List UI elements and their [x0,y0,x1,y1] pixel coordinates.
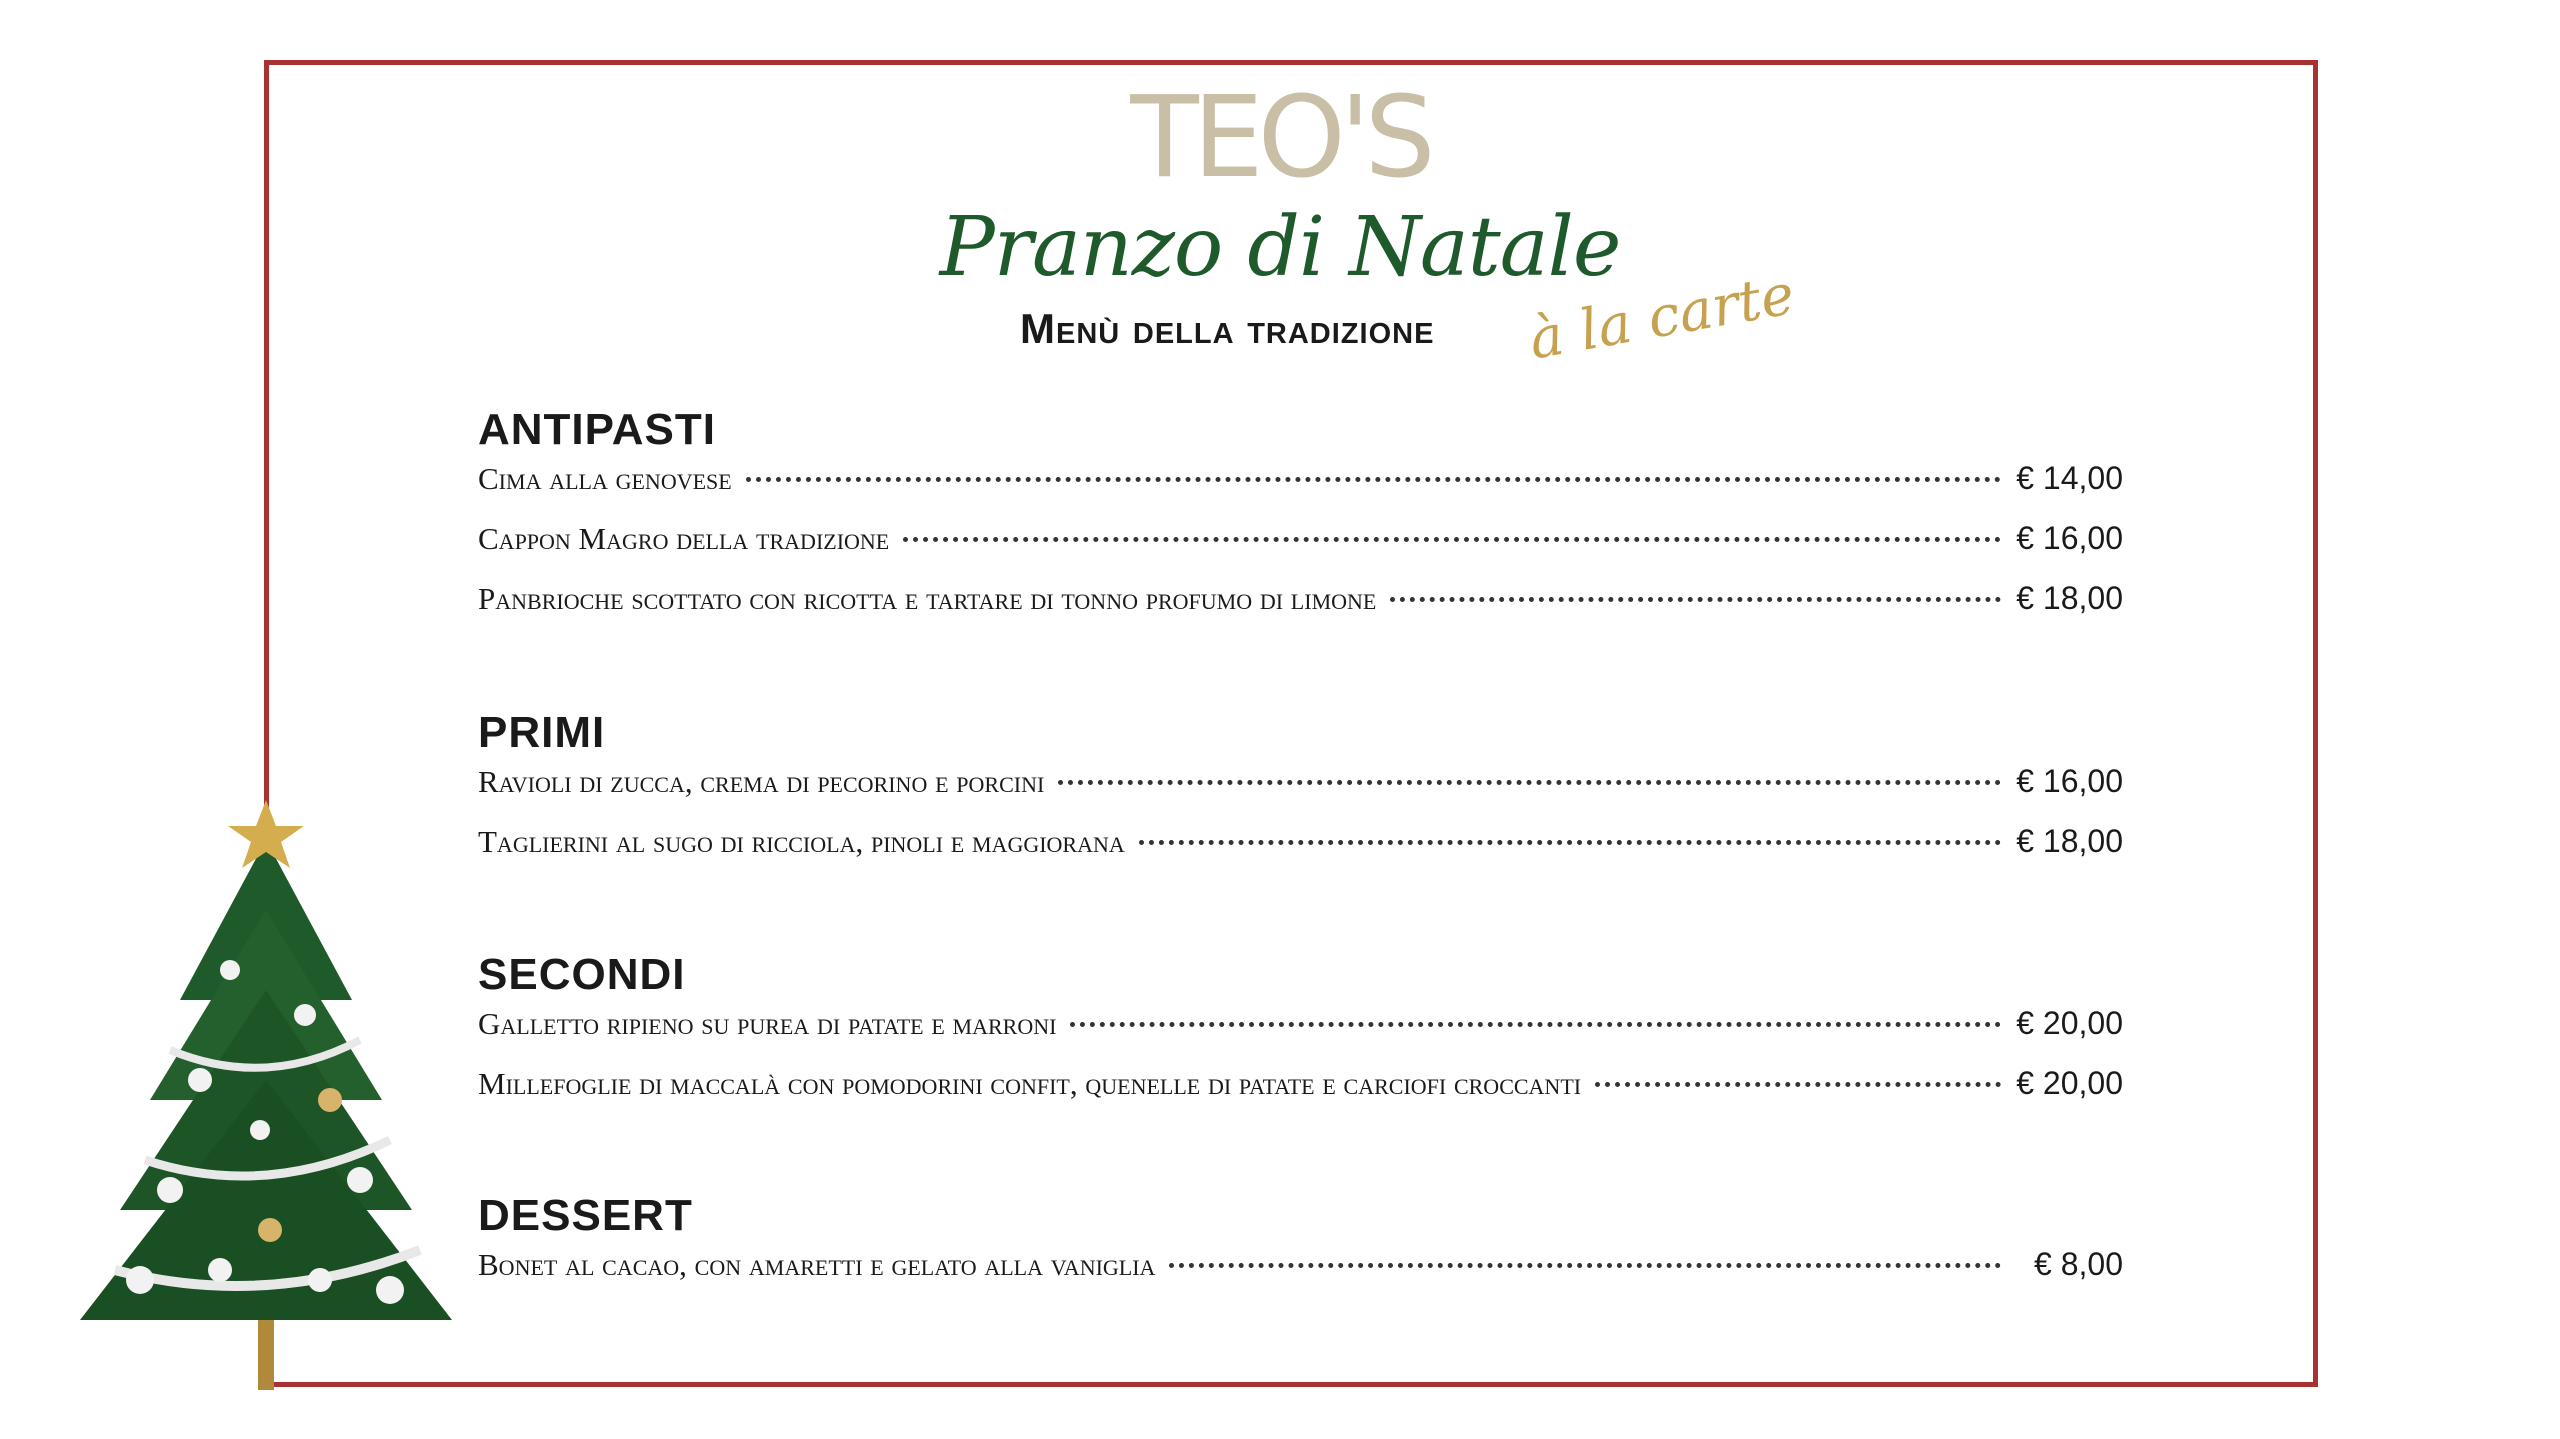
menu-heading: Menù della tradizione [1020,305,1435,352]
dot-leader [1595,1082,2001,1087]
menu-item [478,460,2123,520]
item-price: € 8,00 [2034,1246,2123,1282]
section-title: SECONDI [478,950,686,999]
item-price: € 18,00 [2016,823,2123,859]
christmas-tree-icon [60,800,480,1400]
item-name: Cima alla genovese [478,461,732,496]
dot-leader [1139,840,2001,845]
dot-leader [1169,1263,2001,1268]
item-name: Millefoglie di maccalà con pomodorini confit, quenelle di patate e carciofi croccanti [478,1066,1582,1101]
menu-item [478,1065,2123,1125]
section-dessert [478,1186,2123,1306]
dot-leader [746,477,2001,482]
menu-item [478,1246,2123,1306]
section-secondi [478,945,2123,1125]
menu-item [478,1005,2123,1065]
logo [0,73,2560,203]
section-antipasti [478,400,2123,640]
item-price: € 20,00 [2016,1065,2123,1101]
item-name: Panbrioche scottato con ricotta e tartare di tonno profumo di limone [478,581,1377,616]
item-price: € 16,00 [2016,520,2123,556]
menu-item [478,580,2123,640]
section-primi [478,703,2123,883]
item-name: Cappon Magro della tradizione [478,521,890,556]
script-title: Pranzo di Natale [939,200,1621,295]
menu-item [478,823,2123,883]
dot-leader [1058,780,2001,785]
item-price: € 18,00 [2016,580,2123,616]
item-name: Bonet al cacao, con amaretti e gelato alla vaniglia [478,1247,1156,1282]
menu-item [478,520,2123,580]
dot-leader [1070,1022,2001,1027]
item-name: Galletto ripieno su purea di patate e marroni [478,1006,1057,1041]
item-price: € 14,00 [2016,460,2123,496]
dot-leader [1390,597,2001,602]
item-name: Ravioli di zucca, crema di pecorino e porcini [478,764,1045,799]
a-la-carte-label: à la carte [1524,262,1800,373]
logo-text: TEO'S [1130,73,1430,203]
section-title: DESSERT [478,1191,693,1240]
menu-item [478,763,2123,823]
item-price: € 16,00 [2016,763,2123,799]
section-title: PRIMI [478,708,606,757]
item-name: Taglierini al sugo di ricciola, pinoli e maggiorana [478,824,1125,859]
section-title: ANTIPASTI [478,405,716,454]
dot-leader [903,537,2001,542]
item-price: € 20,00 [2016,1005,2123,1041]
